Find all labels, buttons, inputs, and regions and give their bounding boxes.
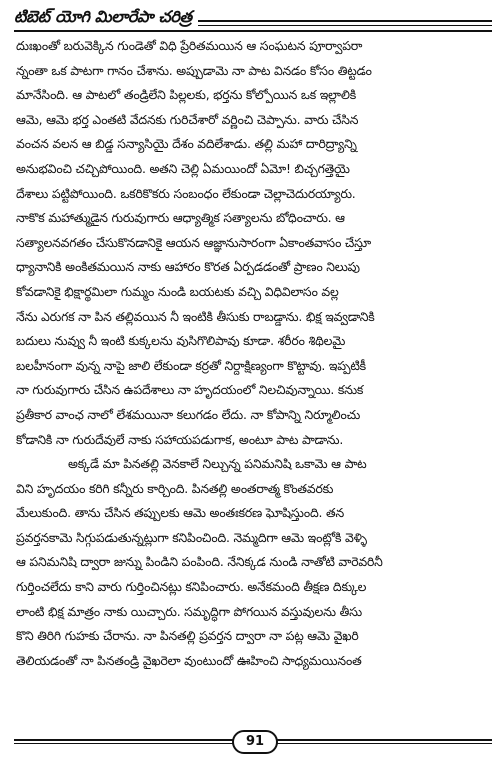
text-line: న్నంతా ఒక పాటగా గానం చేశాను. అప్పుడామె నా పాట వినడం కోసం తిట్టడం bbox=[16, 62, 372, 78]
text-line: గుర్తించలేదు కాని వారు గుర్తించినట్లు కనిపించారు. అనేకమంది తీక్షణ దిక్కుల bbox=[16, 579, 367, 595]
text-line: తెలియడంతో నా పినతండ్రి వైఖరెలా వుంటుందో ఊహించి సాధ్యమయినంత bbox=[16, 652, 362, 668]
page-footer bbox=[14, 730, 492, 752]
text-line: మేలుకుంది. తాను చేసిన తప్పులకు ఆమె అంతఃకరణ ఘోషిస్తుంది. తన bbox=[16, 505, 344, 521]
text-line: ఆ పనిమనిషి ద్వారా జున్ను పిండిని పంపింది. నేనిక్కడ నుండి నాతోటి వారెవరినీ bbox=[16, 554, 383, 570]
text-line: వంచన వలన ఆ బిడ్డ సన్యాసియై దేశం వదిలేశాడు. తల్లి మహా దారిద్ర్యాన్ని bbox=[16, 136, 357, 152]
text-line: కొని తిరిగి గుహకు చేరాను. నా పినతల్లి ప్రవర్తన ద్వారా నా పట్ల ఆమె వైఖరి bbox=[16, 628, 359, 644]
text-line: ప్రతీకార వాంఛ నాలో లేశమయినా కలుగడం లేదు. నా కోపాన్ని నిర్మూలించు bbox=[16, 406, 361, 422]
text-line: కోవడానికై భిక్షార్థమిలా గుమ్మం నుండి బయటకు వచ్చి విధివిలాసం వల్ల bbox=[16, 283, 339, 299]
text-line: విని హృదయం కరిగి కన్నీరు కార్చింది. పినతల్లి అంతరాత్మ కొంతవరకు bbox=[16, 480, 334, 496]
page-body bbox=[16, 34, 492, 673]
text-line: దేశాలు పట్టిపోయింది. ఒకరికొకరు సంబంధం లేకుండా చెల్లాచెదురయ్యారు. bbox=[16, 185, 356, 201]
text-line: దుఃఖంతో బరువెక్కిన గుండెతో విధి ప్రేరితమయిన ఆ సంఘటన పూర్వాపరా bbox=[16, 38, 363, 53]
text-line: ధ్యానానికి అంకితమయిన నాకు ఆహారం కొరత ఏర్పడడంతో ప్రాణం నిలుపు bbox=[16, 259, 360, 275]
text-line: నాకొక మహాత్ముడైన గురువుగారు ఆధ్యాత్మిక సత్యాలను బోధించారు. ఆ bbox=[16, 210, 345, 226]
book-title: టిబెట్ యోగి మిలారేపా చరిత్ర bbox=[14, 6, 198, 28]
text-line: సత్యాలనవగతం చేసుకొనడానికై ఆయన ఆజ్ఞానుసారంగా ఏకాంతవాసం చేస్తూ bbox=[16, 234, 371, 250]
text-line: లాంటి భిక్ష మాత్రం నాకు యిచ్చారు. సమృద్ధిగా పోగయిన వస్తువులను తీసు bbox=[16, 603, 362, 619]
page-number: 91 bbox=[232, 730, 278, 754]
text-line: అనుభవించి చచ్చిపోయింది. అతని చెల్లి ఏమయిందో ఏమో! బిచ్చగత్తెయై bbox=[16, 160, 350, 176]
text-line: అక్కడే మా పినతల్లి వెనకాలే నిల్చున్న పనిమనిషి ఒకామె ఆ పాట bbox=[68, 456, 367, 472]
text-line: నా గురువుగారు చేసిన ఉపదేశాలు నా హృదయంలో నిలచివున్నాయి. కనుక bbox=[16, 382, 364, 398]
text-line: బదులు నువ్వు నీ ఇంటి కుక్కలను వుసిగొలిపావు కూడా. శరీరం శిథిలమై bbox=[16, 333, 346, 349]
running-header bbox=[14, 6, 492, 32]
text-line: బలహీనంగా వున్న నాపై జాలి లేకుండా కర్రతో నిర్దాక్షిణ్యంగా కొట్టావు. ఇప్పటికీ bbox=[16, 357, 366, 373]
paragraph-1 bbox=[16, 34, 492, 452]
paragraph-2 bbox=[16, 452, 492, 673]
text-line: మానేసింది. ఆ పాటలో తండ్రిలేని పిల్లలకు, భర్తను కోల్పోయిన ఒక ఇల్లాలికి bbox=[16, 87, 356, 103]
text-line: ప్రవర్తనకామె సిగ్గుపడుతున్నట్లుగా కనిపించింది. నెమ్మదిగా ఆమె ఇంట్లోకి వెళ్ళి bbox=[16, 529, 367, 545]
text-line: నేను ఎరుగక నా పిన తల్లివయిన నీ ఇంటికి తీసుకు రాబడ్డాను. భిక్ష ఇవ్వడానికి bbox=[16, 308, 375, 324]
text-line: కోడానికి నా గురుదేవులే నాకు సహాయపడుగాక, అంటూ పాట పాడాను. bbox=[16, 431, 344, 447]
text-line: ఆమె, ఆమె భర్త ఎంతటి వేదనకు గురిచేశారో వర్ణించి చెప్పాను. వారు చేసిన bbox=[16, 111, 359, 127]
